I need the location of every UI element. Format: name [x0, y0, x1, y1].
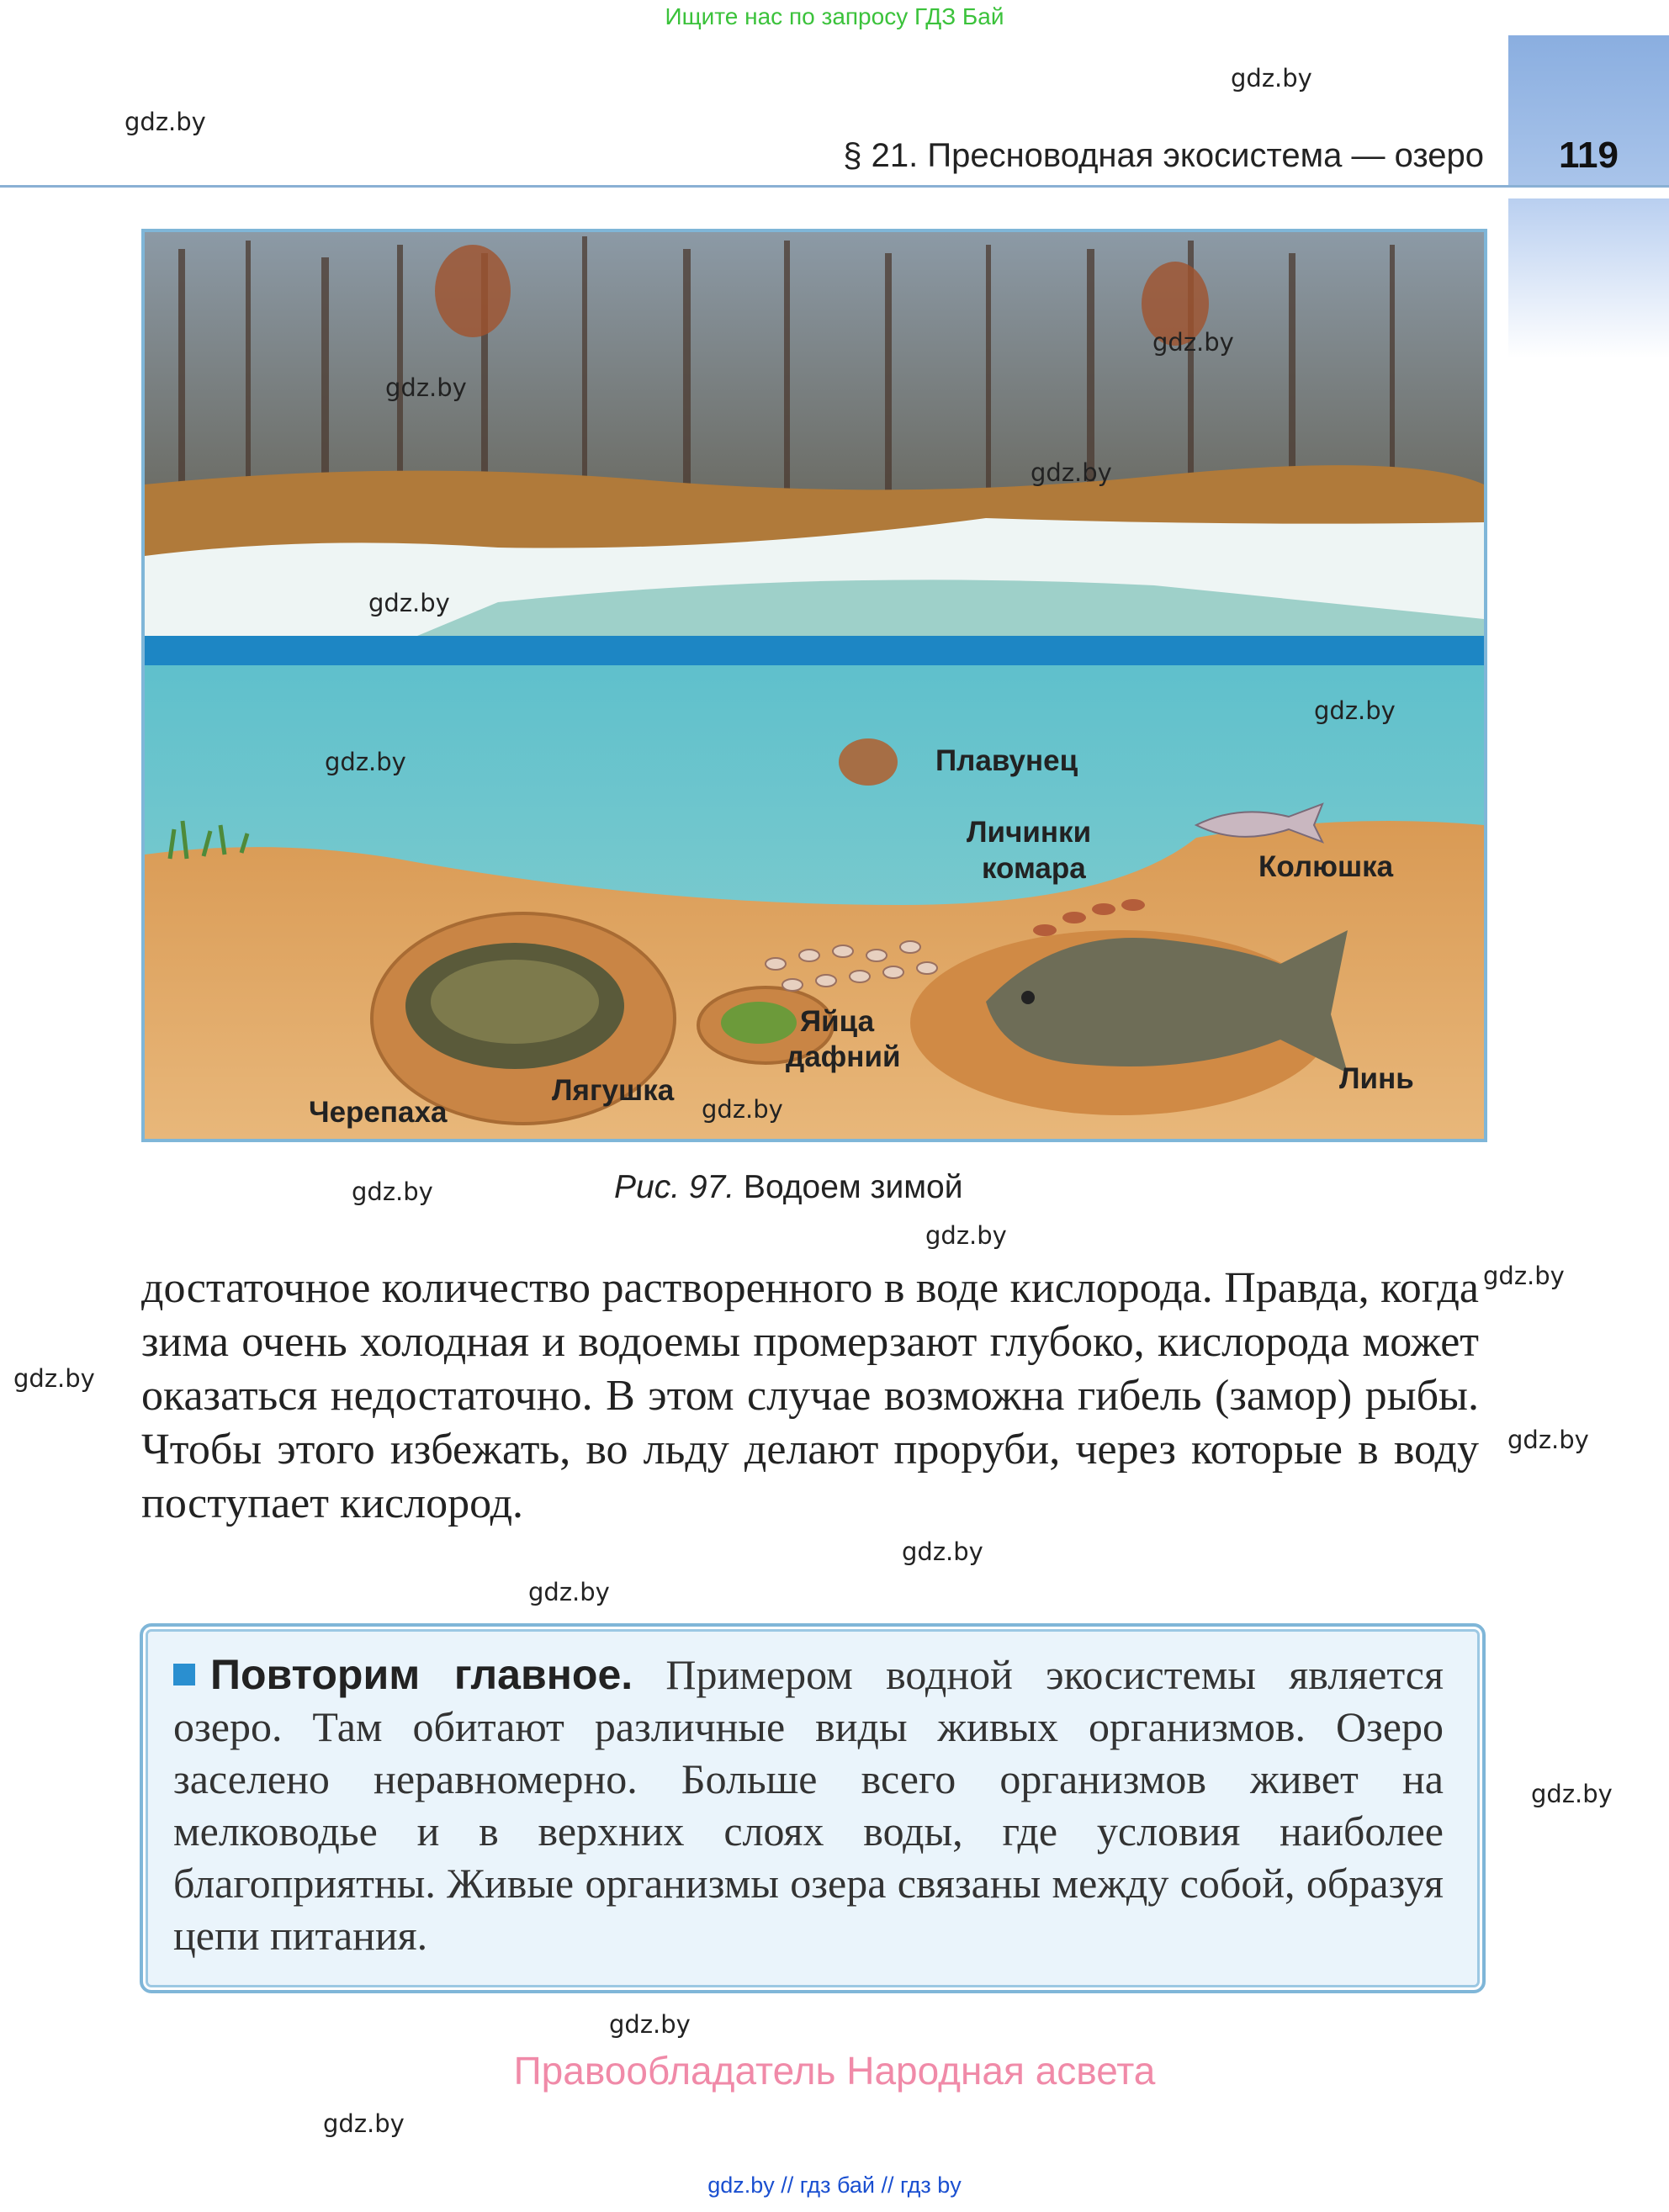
caption-text: Водоем зимой: [734, 1169, 963, 1205]
watermark: gdz.by: [902, 1537, 983, 1566]
watermark: gdz.by: [702, 1095, 783, 1124]
ice-layer: [145, 636, 1484, 669]
summary-bullet-icon: [173, 1664, 195, 1685]
label-turtle: Черепаха: [309, 1096, 448, 1129]
label-eggs-1: Яйца: [800, 1005, 875, 1038]
label-kolyushka: Колюшка: [1258, 850, 1394, 883]
watermark: gdz.by: [1507, 1426, 1589, 1454]
label-tench: Линь: [1339, 1062, 1414, 1095]
footer-link-gdz-by-2[interactable]: гдз by: [900, 2172, 962, 2198]
section-title: § 21. Пресноводная экосистема — озеро: [843, 137, 1484, 174]
figure-winter-pond: [141, 229, 1487, 1142]
watermark: gdz.by: [609, 2010, 691, 2039]
watermark: gdz.by: [385, 373, 467, 402]
header-rule: [0, 185, 1669, 188]
page-tab-fade: [1508, 198, 1669, 358]
watermark: gdz.by: [1314, 696, 1396, 725]
top-banner[interactable]: Ищите нас по запросу ГДЗ Бай: [665, 3, 1004, 29]
watermark: gdz.by: [1483, 1262, 1565, 1290]
watermark: gdz.by: [528, 1578, 610, 1606]
footer-separator: //: [874, 2172, 900, 2198]
diving-beetle: [839, 738, 898, 786]
pond-illustration: [145, 232, 1484, 1139]
watermark: gdz.by: [325, 748, 406, 776]
footer-separator: //: [774, 2172, 800, 2198]
footer-link-gdz-bai[interactable]: гдз бай: [799, 2172, 875, 2198]
watermark: gdz.by: [1531, 1780, 1613, 1808]
watermark: gdz.by: [1152, 328, 1234, 357]
watermark: gdz.by: [368, 589, 450, 617]
watermark: gdz.by: [352, 1177, 433, 1206]
copyright-notice: Правообладатель Народная асвета: [513, 2049, 1156, 2093]
watermark: gdz.by: [323, 2109, 405, 2138]
watermark: gdz.by: [13, 1364, 95, 1393]
watermark: gdz.by: [125, 108, 206, 136]
body-paragraph: достаточное количество растворенного в воде кислорода. Правда, когда зима очень холодная и водоемы промерзают глубоко, кислорода может оказаться недостаточно. В этом случае возможна гибель (замор) рыбы. Чтобы этого избежать, во льду делают проруби, через которые в воду поступает кислород.: [141, 1264, 1479, 1527]
label-frog: Лягушка: [552, 1074, 675, 1107]
label-larvae-2: комара: [982, 852, 1086, 885]
footer-links: [0, 2172, 1669, 2199]
summary-body: Примером водной экосистемы является озеро. Там обитают различные виды живых организмов. Озеро заселено неравномерно. Больше всего организмов живет на мелководье и в верхних слоях воды, где условия наиболее благоприятны. Живые организмы озера связаны между собой, образуя цепи питания.: [173, 1651, 1444, 1959]
caption-ref: Рис. 97.: [614, 1169, 735, 1205]
watermark: gdz.by: [1031, 458, 1112, 487]
watermark: gdz.by: [925, 1221, 1007, 1250]
label-plavunets: Плавунец: [935, 744, 1078, 777]
summary-text: [173, 1648, 1444, 1961]
figure-caption: [614, 1169, 963, 1206]
footer-link-gdz-by[interactable]: gdz.by: [707, 2172, 775, 2198]
label-eggs-2: дафний: [786, 1040, 901, 1073]
autumn-tree: [435, 245, 511, 337]
label-larvae-1: Личинки: [967, 816, 1092, 849]
page-number: 119: [1559, 135, 1619, 176]
frog: [721, 1002, 797, 1044]
summary-lead: Повторим главное.: [210, 1651, 633, 1698]
watermark: gdz.by: [1231, 64, 1312, 93]
